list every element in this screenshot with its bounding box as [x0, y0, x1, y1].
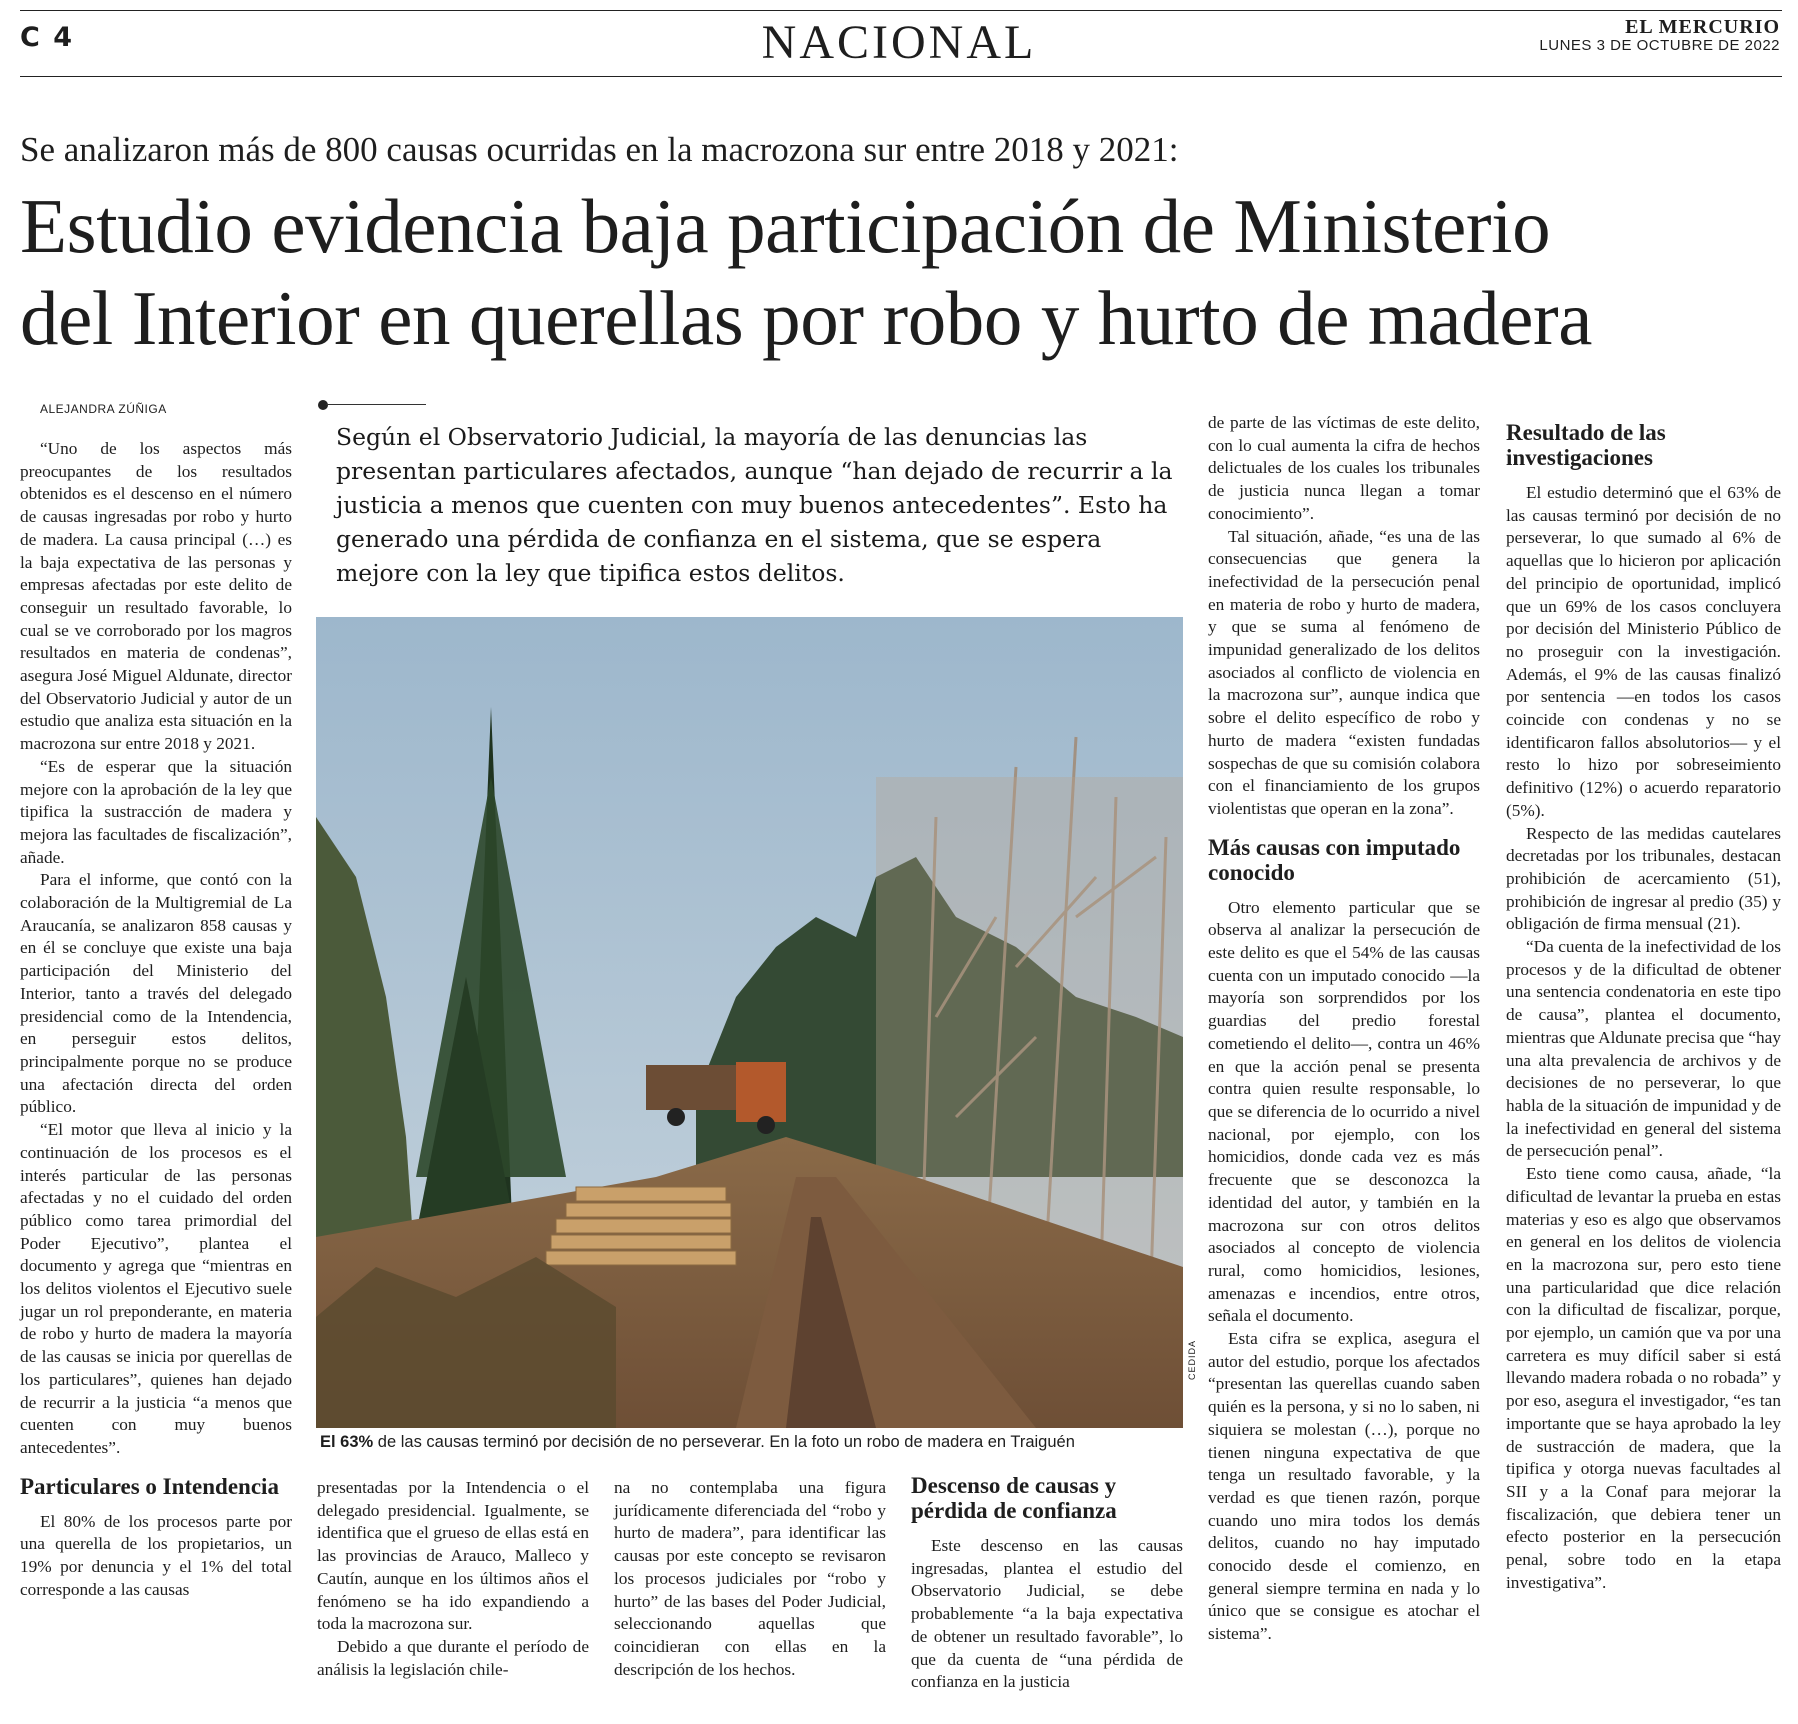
paragraph: Tal situación, añade, “es una de las consecuencias que genera la inefectividad de la persecución penal en materia de robo y hurto de madera, y que se suma al fenómeno de impunidad generalizado de los delitos asociados al conflicto de violencia en la macrozona sur”, aunque indica que sobre el delito específico de robo y hurto de madera “existen fundadas sospechas de que su comisión colabora con el financiamiento de los grupos violentistas que operan en la zona”. — [1208, 526, 1480, 818]
column-4 — [911, 1473, 1183, 1694]
issue-date: LUNES 3 DE OCTUBRE DE 2022 — [1539, 37, 1780, 54]
top-rule — [20, 10, 1782, 11]
paragraph: Respecto de las medidas cautelares decretadas por los tribunales, destacan prohibición de acercamiento (51), prohibición de ingresar al predio (35) y obligación de firma mensual (21). — [1506, 823, 1781, 934]
section-title: NACIONAL — [761, 16, 1037, 69]
lead-rule — [326, 404, 426, 405]
masthead — [1539, 16, 1780, 55]
paragraph: Debido a que durante el período de análisis la legislación chile- — [317, 1636, 589, 1679]
paper-name: EL MERCURIO — [1625, 16, 1780, 38]
column-6 — [1506, 420, 1781, 1594]
paragraph: na no contemplaba una figura jurídicamente diferenciada del “robo y hurto de madera”, para identificar las causas por este concepto se revisaron los procesos judiciales por “robo y hurto” de las bases del Poder Judicial, seleccionando aquellas que coincidieran con ellas en la descripción de los hechos. — [614, 1478, 886, 1679]
lead-paragraph: Según el Observatorio Judicial, la mayoría de las denuncias las presentan particulares afectados, aunque “han dejado de recurrir a la justicia a menos que cuenten con muy buenos antecedentes”. Esto ha generado una pérdida de confianza en el sistema, que se espera mejore con la ley que tipifica estos delitos. — [336, 423, 1173, 587]
caption-text: de las causas terminó por decisión de no perseverar. En la foto un robo de madera en Traiguén — [373, 1433, 1075, 1451]
byline: ALEJANDRA ZÚÑIGA — [40, 402, 167, 416]
column-1 — [20, 438, 292, 1601]
subheading: Particulares o Intendencia — [20, 1473, 279, 1499]
caption-highlight: El 63% — [320, 1433, 374, 1451]
paragraph: de parte de las víctimas de este delito, con lo cual aumenta la cifra de hechos delictuales de los cuales los tribunales de justicia nunca llegan a tomar conocimiento”. — [1208, 413, 1480, 523]
article-photo — [316, 617, 1183, 1428]
headline — [20, 180, 1780, 364]
paragraph: “El motor que lleva al inicio y la continuación de los procesos es el interés particular de las personas afectadas y no el cuidado del orden público como tarea primordial del Poder Ejecutivo”, plantea el documento y agrega que “mientras en los delitos violentos el Ejecutivo suele jugar un rol preponderante, en materia de robo y hurto de madera la mayoría de las causas se inicia por querellas de los particulares”, quienes han dejado de recurrir a la justicia “a menos que cuenten con muy buenos antecedentes”. — [20, 1120, 292, 1457]
lead-bullet — [318, 400, 328, 410]
paragraph: Para el informe, que contó con la colaboración de la Multigremial de La Araucanía, se analizaron 858 causas y en él se concluye que existe una baja participación del Ministerio del Interior, tanto a través del delegado presidencial como de la Intendencia, en perseguir estos delitos, principalmente porque no se produce una afectación directa del orden público. — [20, 870, 292, 1117]
photo-caption — [320, 1432, 1190, 1452]
column-5 — [1208, 412, 1480, 1646]
column-2 — [317, 1477, 589, 1681]
subheading: Más causas con imputado conocido — [1208, 834, 1461, 885]
subheading: Descenso de causas y pérdida de confianza — [911, 1473, 1117, 1523]
kicker: Se analizaron más de 800 causas ocurridas en la macrozona sur entre 2018 y 2021: — [20, 130, 1179, 169]
paragraph: “Es de esperar que la situación mejore con la aprobación de la ley que tipifica la sustracción de madera y mejora las facultades de fiscalización”, añade. — [20, 756, 292, 867]
paragraph: El estudio determinó que el 63% de las causas terminó por decisión de no perseverar, lo que sumado al 6% de aquellas que lo hicieron por aplicación del principio de oportunidad, implicó que un 69% de los casos concluyera por decisión del Ministerio Público de no proseguir con la investigación. Además, el 9% de las causas finalizó por sentencia —en todos los casos coincide con condenas y no se identificaron fallos absolutorios— y el resto lo hizo por sobreseimiento definitivo (12%) o acuerdo reparatorio (5%). — [1506, 483, 1781, 820]
subheading: Resultado de las investigaciones — [1506, 420, 1666, 470]
paragraph: Otro elemento particular que se observa al analizar la persecución de este delito es que el 54% de las causas cuenta con un imputado conocido —la mayoría son sorprendidos por los guardias del predio forestal cometiendo el delito—, contra un 46% en que la acción penal se presenta contra quien resulte responsable, lo que se diferencia de lo ocurrido a nivel nacional, por ejemplo, con los homicidios, donde cada vez es más frecuente que se desconozca la identidad del autor, y también en la macrozona sur con otros delitos asociados al concepto de violencia rural, como homicidios, lesiones, amenazas e incendios, entre otros, señala el documento. — [1208, 897, 1480, 1326]
headline-line-1: Estudio evidencia baja participación de Ministerio — [20, 183, 1551, 269]
column-3 — [614, 1477, 886, 1681]
header-rule — [20, 76, 1782, 77]
headline-line-2: del Interior en querellas por robo y hurto de madera — [20, 275, 1593, 361]
photo-credit: CEDIDA — [1187, 1339, 1197, 1380]
paragraph: Esta cifra se explica, asegura el autor del estudio, porque los afectados “presentan las querellas cuando saben quién es la persona, y si no lo saben, ni siquiera se molestan (…), porque no tienen ninguna expectativa de que tenga un resultado favorable, y la verdad es que tienen razón, porque cuando uno mira todos los demás delitos, cuando no hay imputado conocido desde el comienzo, en general siempre termina en nada y lo único que se consigue es atochar el sistema”. — [1208, 1329, 1480, 1644]
forest-logging-photo — [316, 617, 1183, 1428]
paragraph: “Da cuenta de la inefectividad de los procesos y de la dificultad de obtener una sentencia condenatoria en este tipo de causa”, plantea el documento, mientras que Aldunate precisa que “hay una alta prevalencia de archivos y de decisiones de no perseverar, lo que habla de la situación de impunidad y de la inefectividad en general del sistema de persecución penal”. — [1506, 937, 1781, 1161]
paragraph: El 80% de los procesos parte por una querella de los propietarios, un 19% por denuncia y el 1% del total corresponde a las causas — [20, 1511, 292, 1599]
page-number: C 4 — [20, 22, 75, 53]
paragraph: “Uno de los aspectos más preocupantes de los resultados obtenidos es el descenso en el número de causas ingresadas por robo y hurto de madera. La causa principal (…) es la baja expectativa de las personas y empresas afectadas por este delito de conseguir un resultado favorable, lo cual se ve corroborado por los magros resultados en materia de condenas”, asegura José Miguel Aldunate, director del Observatorio Judicial y autor de un estudio que analiza esta situación en la macrozona sur entre 2018 y 2021. — [20, 439, 292, 754]
paragraph: Esto tiene como causa, añade, “la dificultad de levantar la prueba en estas materias y eso es algo que observamos en general en los delitos de violencia en la macrozona sur, pero esto tiene una particularidad que dice relación con la dificultad de fiscalizar, porque, por ejemplo, un camión que va por una carretera es muy difícil saber si está llevando madera robada o no robada” y por eso, asegura el investigador, “es tan importante que se haya aprobado la ley de sustracción de madera, que la tipifica y otorga nuevas facultades al SII y a la Conaf para mejorar la fiscalización, que debiera tener un efecto posterior en la persecución penal, sobre todo en la etapa investigativa”. — [1506, 1164, 1781, 1592]
paragraph: presentadas por la Intendencia o el delegado presidencial. Igualmente, se identifica que el grueso de ellas está en las provincias de Arauco, Malleco y Cautín, aunque en los últimos años el fenómeno se ha ido expandiendo a toda la macrozona sur. — [317, 1478, 589, 1634]
paragraph: Este descenso en las causas ingresadas, plantea el estudio del Observatorio Judicial, se debe probablemente “a la baja expectativa de obtener un resultado favorable”, lo que da cuenta de “una pérdida de confianza en la justicia — [911, 1536, 1183, 1692]
